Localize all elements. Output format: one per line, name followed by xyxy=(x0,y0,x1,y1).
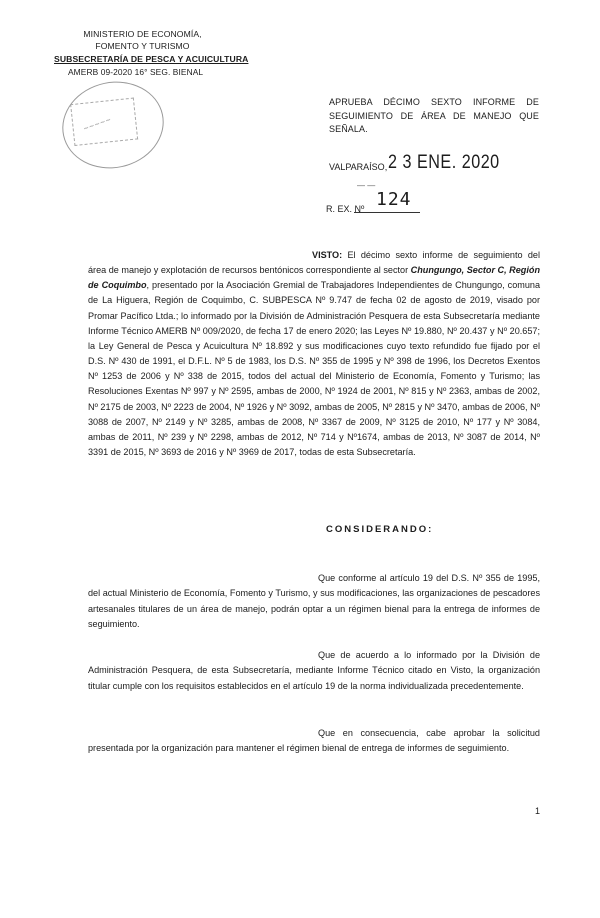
resolution-underline xyxy=(354,212,420,213)
resolution-title xyxy=(329,96,539,137)
considerando-paragraph-3: Que en consecuencia, cabe aprobar la solicitud presentada por la organización para mantener el régimen bienal de entrega de informes de seguimiento. xyxy=(88,728,540,754)
considerando-heading: CONSIDERANDO: xyxy=(326,524,434,535)
page-number: 1 xyxy=(535,806,541,816)
dateline-place: VALPARAÍSO, xyxy=(329,162,388,172)
considerando-paragraph-1: Que conforme al artículo 19 del D.S. Nº 355 de 1995, del actual Ministerio de Economía, Fomento y Turismo, y sus modificaciones, las organizaciones de pescadores artesanales titulares de un área de manejo, podrán optar a un régimen bienal para la entrega de informes de seguimiento. xyxy=(88,573,540,629)
visto-text-a: El décimo sexto informe de seguimiento del área de manejo y explotación de recursos bentónicos correspondiente al sector xyxy=(88,250,540,276)
title-line-2: SEGUIMIENTO DE ÁREA DE MANEJO QUE SEÑALA. xyxy=(329,110,539,134)
visto-text-b: , presentado por la Asociación Gremial de Trabajadores Independientes de Chungungo, comuna de La Higuera, Región de Coquimbo, C. SUBPESCA Nº 9.747 de fecha 02 de agosto de 2019, visado por Promar Pacífico Ltda.; lo informado por la División de Administración Pesquera de esta Subsecretaría mediante Informe Técnico AMERB Nº 009/2020, de fecha 17 de enero 2020; las Leyes Nº 19.880, Nº 20.437 y Nº 20.657; la Ley General de Pesca y Acuicultura Nº 18.892 y sus modificaciones cuyo texto refundido fue fijado por el D.S. Nº 430 de 1991, el D.F.L. Nº 5 de 1983, los D.S. Nº 355 de 1995 y Nº 398 de 1996, los Decretos Exentos Nº 1253 de 2006 y Nº 338 de 2015, todos del actual del Ministerio de Economía, Fomento y Turismo; las Resoluciones Exentas Nº 997 y Nº 2595, ambas de 2000, Nº 1924 de 2001, Nº 815 y Nº 2363, ambas de 2002, Nº 2175 de 2003, Nº 2223 de 2004, Nº 1926 y Nº 3092, ambas de 2005, Nº 2815 y Nº 3470, ambas de 2006, Nº 3088 de 2007, Nº 2149 y Nº 3285, ambas de 2008, Nº 3367 de 2009, Nº 3125 de 2010, Nº 177 y Nº 3084, ambas de 2011, Nº 239 y Nº 2298, ambas de 2012, Nº 714 y Nº1674, ambas de 2013, Nº 3087 de 2014, Nº 3391 de 2015, Nº 3693 de 2016 y Nº 3969 de 2017, todas de esta Subsecretaría. xyxy=(88,280,541,458)
header-ministry: MINISTERIO DE ECONOMÍA, xyxy=(83,29,202,39)
dash-mark: — — xyxy=(357,181,376,190)
visto-lead: VISTO: xyxy=(312,250,343,260)
resolution-label: R. EX. Nº xyxy=(326,204,365,214)
resolution-number: 124 xyxy=(376,189,412,210)
dateline-date: 2 3 ENE. 2020 xyxy=(388,152,500,173)
stamp-scribble: ~~~~~ xyxy=(82,115,113,134)
title-line-1: APRUEBA DÉCIMO SEXTO INFORME DE xyxy=(329,97,539,107)
header-subsecretaria: SUBSECRETARÍA DE PESCA Y ACUICULTURA xyxy=(54,54,249,64)
official-stamp xyxy=(54,72,172,177)
visto-paragraph xyxy=(88,248,540,460)
considerando-paragraph-2: Que de acuerdo a lo informado por la División de Administración Pesquera, de esta Subsecretaría, mediante Informe Técnico citado en Visto, la organización titular cumple con los requisitos establecidos en el artículo 19 de la norma individualizada precedentemente. xyxy=(88,650,540,691)
visto-sector: Chungungo, Sector C, Región de Coquimbo xyxy=(88,265,540,291)
header-ministry-sub: FOMENTO Y TURISMO xyxy=(95,41,190,51)
document-reference: AMERB 09-2020 16° SEG. BIENAL xyxy=(68,67,204,77)
